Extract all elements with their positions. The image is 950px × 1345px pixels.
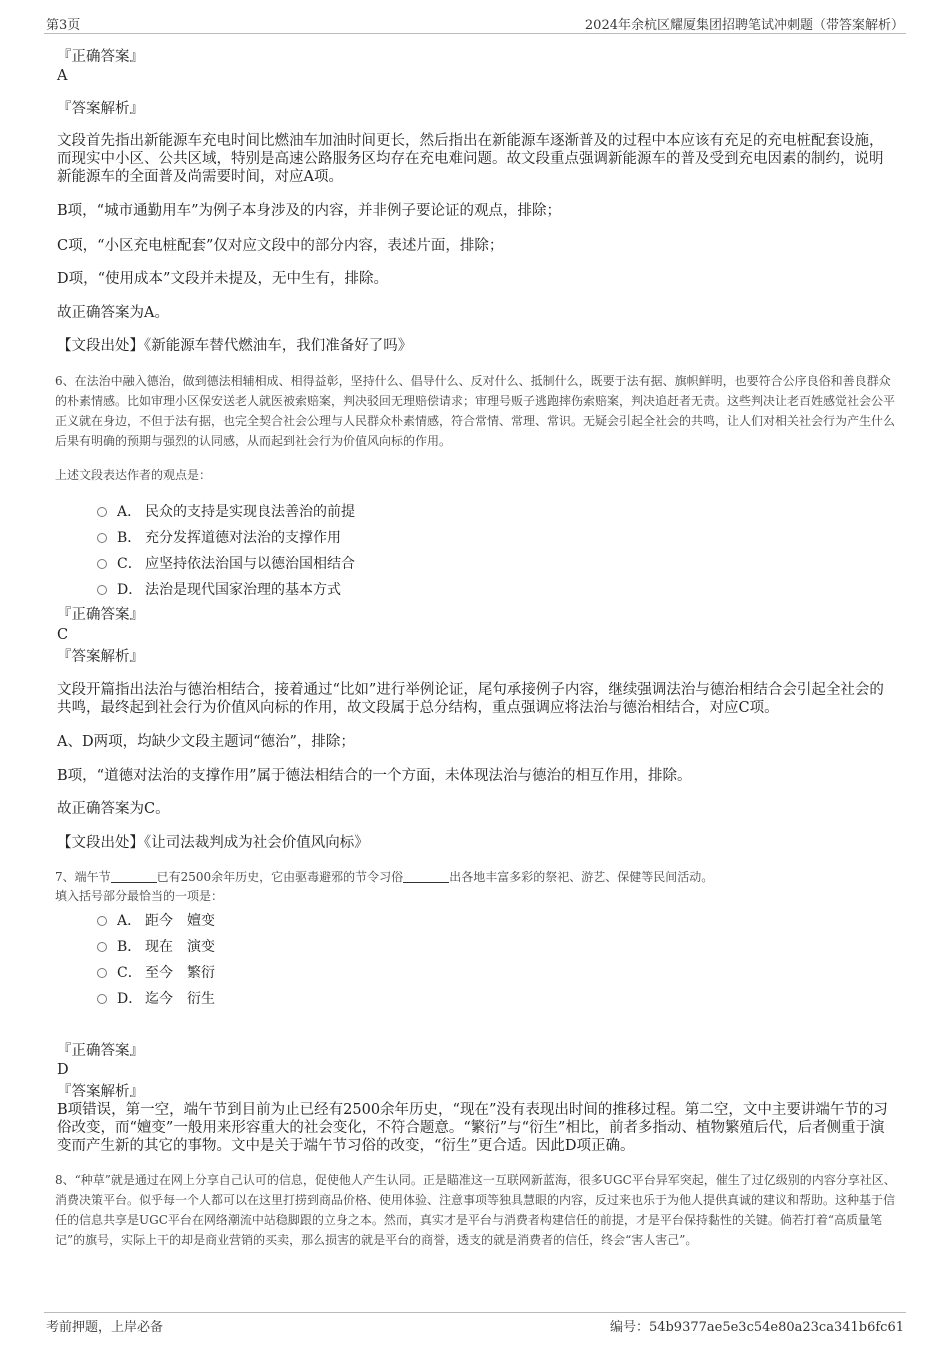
q5-analysis-main: 文段首先指出新能源车充电时间比燃油车加油时间更长，然后指出在新能源车逐渐普及的过程中本应该有充足的充电桩配套设施，而现实中小区、公共区域，特别是高速公路服务区均存在充电难问题。故文段重点强调新能源车的普及受到充电因素的制约，说明新能源车的全面普及尚需要时间，对应A项。 xyxy=(57,133,884,185)
q7-answer-label: 『正确答案』 xyxy=(57,1043,144,1059)
q6-option-c[interactable]: C． 应坚持依法治国与以德治国相结合 xyxy=(97,553,355,573)
footer-document-id: 编号：54b9377ae5e3c54e80a23ca341b6fc61 xyxy=(609,1320,904,1335)
radio-button-icon[interactable] xyxy=(97,585,107,595)
q6-answer-label: 『正确答案』 xyxy=(57,607,144,623)
q6-analysis-main: 文段开篇指出法治与德治相结合，接着通过“比如”进行举例论证，尾句承接例子内容，继续强调法治与德治相结合会引起全社会的共鸣，最终起到社会行为价值风向标的作用，故文段属于总分结构，重点强调应将法治与德治相结合，对应C项。 xyxy=(57,682,884,716)
q7-analysis-main: B项错误，第一空，端午节到目前为止已经有2500余年历史，“现在”没有表现出时间的推移过程。第二空，文中主要讲端午节的习俗改变，而“嬗变”一般用来形容重大的社会变化，不符合题意。“繁衍”与“衍生”相比，前者多指动、植物繁殖后代，后者侧重于演变而产生新的其它的事物。文中是关于端午节习俗的改变，“衍生”更合适。因此D项正确。 xyxy=(57,1102,888,1154)
q7-stem: 7、端午节 已有2500余年历史，它由驱毒避邪的节令习俗 出各地丰富多彩的祭祀、游艺、保健等民间活动。 xyxy=(55,870,714,884)
q7-prompt: 填入括号部分最恰当的一项是： xyxy=(55,889,224,903)
page-number: 第3页 xyxy=(46,18,81,33)
q6-stem: 6、在法治中融入德治，做到德法相辅相成、相得益彰，坚持什么、倡导什么、反对什么、抵制什么，既要于法有据、旗帜鲜明，也要符合公序良俗和善良群众的朴素情感。比如审理小区保安送老人就医被索赔案，判决驳回无理赔偿请求；审理号贩子逃跑摔伤索赔案，判决追赶者无责。这些判决让老百姓感觉社会公平正义就在身边，不但于法有据，也完全契合社会公理与人民群众朴素情感，符合常情、常理、常识。无疑会引起全社会的共鸣，让人们对相关社会行为产生什么后果有明确的预期与强烈的认同感，从而起到社会行为价值风向标的作用。 xyxy=(55,374,896,448)
q5-analysis-b: B项，“城市通勤用车”为例子本身涉及的内容，并非例子要论证的观点，排除； xyxy=(57,203,561,219)
q5-answer: A xyxy=(57,68,68,84)
q7-answer: D xyxy=(57,1062,69,1078)
radio-button-icon[interactable] xyxy=(97,994,107,1004)
q6-analysis-ad: A、D两项，均缺少文段主题词“德治”，排除； xyxy=(57,734,355,750)
q7-analysis-label: 『答案解析』 xyxy=(57,1084,144,1100)
q5-answer-label: 『正确答案』 xyxy=(57,49,144,65)
q5-analysis-label: 『答案解析』 xyxy=(57,101,144,117)
q8-stem: 8、“种草”就是通过在网上分享自己认可的信息，促使他人产生认同。正是瞄准这一互联网新蓝海，很多UGC平台异军突起，催生了过亿级别的内容分享社区、消费决策平台。似乎每一个人都可以在这里打捞到商品价格、使用体验、注意事项等独具慧眼的内容，反过来也乐于为他人提供真诚的建议和帮助。这种基于信任的信息共享是UGC平台在网络潮流中站稳脚跟的立身之本。然而，真实才是平台与消费者构建信任的前提，才是平台保持黏性的关键。倘若打着“高质量笔记”的旗号，实际上干的却是商业营销的买卖，那么损害的就是平台的商誉，透支的就是消费者的信任，终会“害人害己”。 xyxy=(55,1173,896,1247)
fill-blank-1 xyxy=(111,870,157,883)
q7-option-c[interactable]: C． 至今 繁衍 xyxy=(97,962,215,982)
radio-button-icon[interactable] xyxy=(97,533,107,543)
q6-analysis-label: 『答案解析』 xyxy=(57,649,144,665)
q5-source: 【文段出处】《新能源车替代燃油车，我们准备好了吗》 xyxy=(57,338,413,354)
q7-option-b[interactable]: B． 现在 演变 xyxy=(97,936,215,956)
q6-option-b[interactable]: B． 充分发挥道德对法治的支撑作用 xyxy=(97,527,341,547)
q6-option-a[interactable]: A． 民众的支持是实现良法善治的前提 xyxy=(97,501,355,521)
fill-blank-2 xyxy=(403,870,449,883)
radio-button-icon[interactable] xyxy=(97,559,107,569)
document-title: 2024年余杭区耀厦集团招聘笔试冲刺题（带答案解析） xyxy=(584,18,904,33)
header-rule xyxy=(44,33,906,34)
radio-button-icon[interactable] xyxy=(97,942,107,952)
q6-option-d[interactable]: D． 法治是现代国家治理的基本方式 xyxy=(97,579,341,599)
q6-answer: C xyxy=(57,627,69,643)
radio-button-icon[interactable] xyxy=(97,916,107,926)
q6-analysis-b: B项，“道德对法治的支撑作用”属于德法相结合的一个方面，未体现法治与德治的相互作用，排除。 xyxy=(57,768,692,784)
footer-slogan: 考前押题，上岸必备 xyxy=(46,1320,164,1335)
q6-conclusion: 故正确答案为C。 xyxy=(57,801,170,817)
q7-option-a[interactable]: A． 距今 嬗变 xyxy=(97,910,215,930)
q7-option-d[interactable]: D． 迄今 衍生 xyxy=(97,988,215,1008)
q5-conclusion: 故正确答案为A。 xyxy=(57,305,169,321)
q5-analysis-c: C项，“小区充电桩配套”仅对应文段中的部分内容，表述片面，排除； xyxy=(57,238,504,254)
q5-analysis-d: D项，“使用成本”文段并未提及，无中生有，排除。 xyxy=(57,271,388,287)
footer-rule xyxy=(44,1312,906,1313)
radio-button-icon[interactable] xyxy=(97,968,107,978)
radio-button-icon[interactable] xyxy=(97,507,107,517)
q6-prompt: 上述文段表达作者的观点是： xyxy=(55,468,212,482)
q6-source: 【文段出处】《让司法裁判成为社会价值风向标》 xyxy=(57,835,369,851)
